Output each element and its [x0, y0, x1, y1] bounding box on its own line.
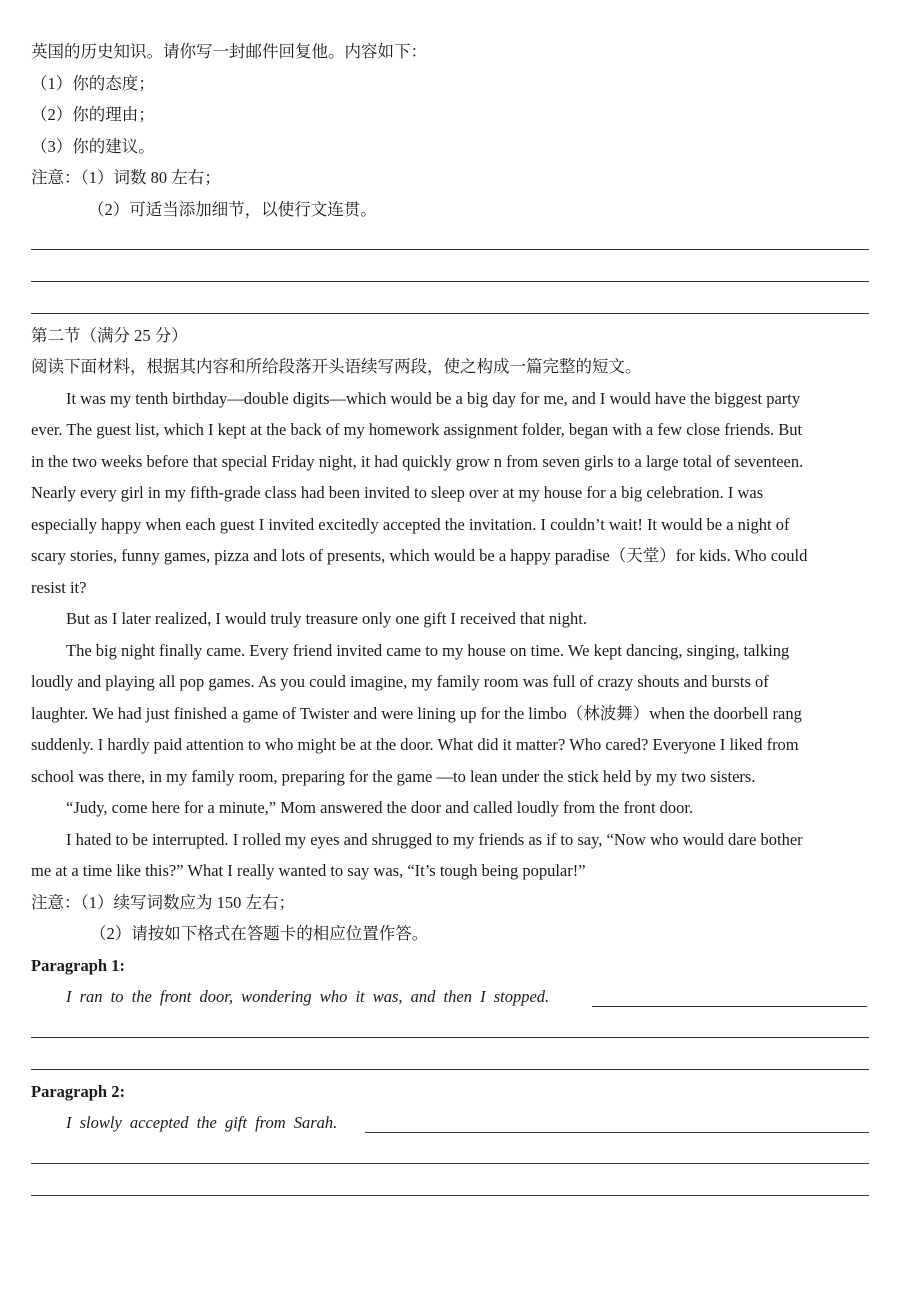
- answer-line[interactable]: [31, 1037, 869, 1038]
- answer-line[interactable]: [365, 1132, 869, 1133]
- answer-line[interactable]: [31, 313, 869, 314]
- passage-line: suddenly. I hardly paid attention to who might be at the door. What did it matter? Who cared? Everyone I liked from: [31, 735, 799, 754]
- task2-note-2: （2）请按如下格式在答题卡的相应位置作答。: [90, 924, 429, 943]
- answer-line[interactable]: [592, 1006, 867, 1007]
- answer-line[interactable]: [31, 249, 869, 250]
- passage-line: resist it?: [31, 578, 87, 597]
- passage-line: loudly and playing all pop games. As you could imagine, my family room was full of crazy shouts and bursts of: [31, 672, 769, 691]
- passage-line: especially happy when each guest I invited excitedly accepted the invitation. I couldn’t wait! It would be a night of: [31, 515, 790, 534]
- answer-line[interactable]: [31, 1069, 869, 1070]
- passage-line: The big night finally came. Every friend invited came to my house on time. We kept dancing, singing, talking: [66, 641, 790, 660]
- passage-line: scary stories, funny games, pizza and lots of presents, which would be a happy paradise（天堂）for kids. Who could: [31, 546, 808, 565]
- answer-line[interactable]: [31, 1195, 869, 1196]
- paragraph1-label: Paragraph 1:: [31, 956, 125, 975]
- passage-line: I hated to be interrupted. I rolled my eyes and shrugged to my friends as if to say, “Now who would dare bother: [66, 830, 803, 849]
- answer-line[interactable]: [31, 1163, 869, 1164]
- passage-line: Nearly every girl in my fifth-grade class had been invited to sleep over at my house for a big celebration. I was: [31, 483, 764, 502]
- passage-line: me at a time like this?” What I really wanted to say was, “It’s tough being popular!”: [31, 861, 586, 880]
- instruction: 阅读下面材料，根据其内容和所给段落开头语续写两段，使之构成一篇完整的短文。: [31, 357, 642, 376]
- passage-line: school was there, in my family room, preparing for the game —to lean under the stick held by my two sisters.: [31, 767, 756, 786]
- paragraph1-starter: I ran to the front door, wondering who it was, and then I stopped.: [66, 987, 550, 1006]
- task1-point-3: （3）你的建议。: [31, 137, 155, 156]
- paragraph2-starter: I slowly accepted the gift from Sarah.: [66, 1113, 338, 1132]
- answer-line[interactable]: [31, 281, 869, 282]
- paragraph2-label: Paragraph 2:: [31, 1082, 125, 1101]
- passage-line: in the two weeks before that special Friday night, it had quickly grow n from seven girls to a large total of seventeen.: [31, 452, 804, 471]
- task2-note-1: 注意：（1）续写词数应为 150 左右；: [31, 893, 295, 912]
- passage-line: But as I later realized, I would truly treasure only one gift I received that night.: [66, 609, 587, 628]
- task1-point-2: （2）你的理由；: [31, 105, 155, 124]
- passage-line: ever. The guest list, which I kept at the back of my homework assignment folder, began with a few close friends. But: [31, 420, 803, 439]
- passage-line: “Judy, come here for a minute,” Mom answered the door and called loudly from the front door.: [66, 798, 694, 817]
- section-title: 第二节（满分 25 分）: [31, 326, 188, 345]
- passage-line: laughter. We had just finished a game of Twister and were lining up for the limbo（林波舞）when the doorbell rang: [31, 704, 802, 723]
- task1-note-1: 注意：（1）词数 80 左右；: [31, 168, 221, 187]
- passage-line: It was my tenth birthday—double digits—which would be a big day for me, and I would have the biggest party: [66, 389, 801, 408]
- task1-intro-tail: 英国的历史知识。请你写一封邮件回复他。内容如下：: [31, 42, 427, 61]
- task1-point-1: （1）你的态度；: [31, 74, 155, 93]
- task1-note-2: （2）可适当添加细节，以使行文连贯。: [88, 200, 377, 219]
